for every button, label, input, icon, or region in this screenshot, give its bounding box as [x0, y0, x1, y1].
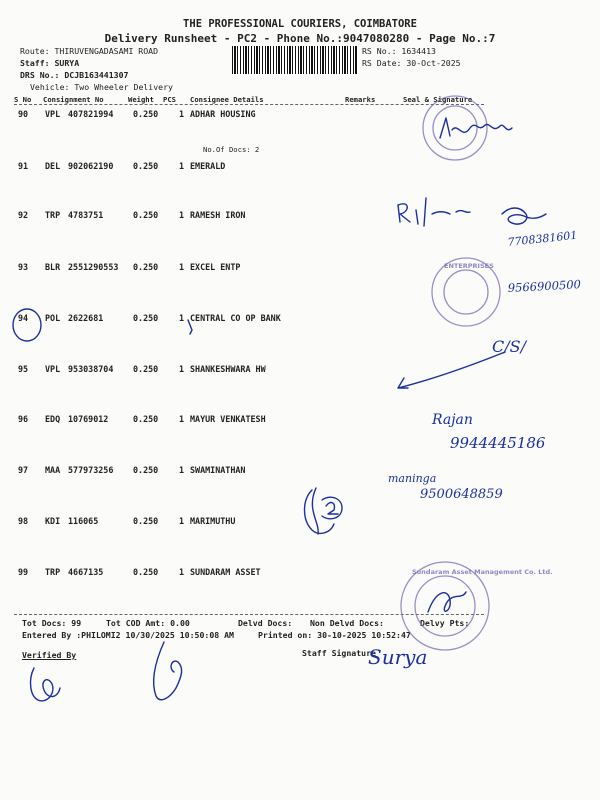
row-consignee: EMERALD [190, 161, 226, 171]
row-consignee: EXCEL ENTP [190, 262, 241, 272]
docs-note: No.Of Docs: 2 [203, 145, 260, 154]
route-label: Route: THIRUVENGADASAMI ROAD [20, 46, 159, 56]
row-prefix: TRP [45, 210, 61, 220]
row94-mark: C/S/ [492, 337, 526, 356]
non-delivered-docs: Non Delvd Docs: [310, 618, 384, 628]
row93-phone: 9566900500 [507, 277, 582, 295]
row97-name: maninga [388, 472, 437, 485]
signature-row92 [398, 198, 470, 226]
drs-label: DRS No.: DCJB163441307 [20, 70, 129, 80]
col-weight: Weight [128, 95, 154, 104]
row-sno: 95 [18, 364, 29, 374]
row-prefix: VPL [45, 364, 61, 374]
staff-signature: Surya [368, 645, 428, 669]
row-weight: 0.250 [133, 567, 159, 577]
row96-name: Rajan [432, 412, 473, 428]
row-number: 577973256 [68, 465, 114, 475]
verified-signature [31, 668, 60, 701]
row-pcs: 1 [179, 210, 185, 220]
row-consignee: MAYUR VENKATESH [190, 414, 266, 424]
row-weight: 0.250 [133, 161, 159, 171]
row-sno: 91 [18, 161, 29, 171]
staff-label: Staff: SURYA [20, 58, 80, 68]
rs-number: RS No.: 1634413 [362, 46, 436, 56]
check-stroke-row95 [398, 352, 505, 388]
total-docs: Tot Docs: 99 [22, 618, 82, 628]
row-number: 902062190 [68, 161, 114, 171]
verified-signature-2 [154, 642, 182, 700]
rs-date: RS Date: 30-Oct-2025 [362, 58, 461, 68]
col-seal: Seal & Signature [403, 95, 473, 104]
col-sno: S No [14, 95, 32, 104]
row-number: 2551290553 [68, 262, 119, 272]
row-weight: 0.250 [133, 109, 159, 119]
row96-phone: 9944445186 [450, 434, 546, 452]
row-consignee: RAMESH IRON [190, 210, 246, 220]
row-weight: 0.250 [133, 262, 159, 272]
row-prefix: DEL [45, 161, 61, 171]
row-prefix: MAA [45, 465, 61, 475]
circled-94-icon [13, 309, 41, 341]
row-consignee: SHANKESHWARA HW [190, 364, 266, 374]
vehicle-label: Vehicle: Two Wheeler Delivery [30, 82, 173, 92]
row-prefix: TRP [45, 567, 61, 577]
row-prefix: BLR [45, 262, 61, 272]
row-prefix: POL [45, 313, 61, 323]
delivered-docs: Delvd Docs: [238, 618, 293, 628]
row97-phone: 9500648859 [420, 487, 503, 502]
row-sno: 93 [18, 262, 29, 272]
row-pcs: 1 [179, 567, 185, 577]
row-weight: 0.250 [133, 465, 159, 475]
col-pcs: PCS [163, 95, 176, 104]
row-number: 116065 [68, 516, 99, 526]
row-consignee: SUNDARAM ASSET [190, 567, 261, 577]
col-remarks: Remarks [345, 95, 376, 104]
row-number: 4667135 [68, 567, 104, 577]
row-sno: 99 [18, 567, 29, 577]
verified-by-label: Verified By [22, 650, 77, 660]
row-number: 10769012 [68, 414, 109, 424]
company-title: THE PROFESSIONAL COURIERS, COIMBATORE [183, 18, 417, 30]
row-sno: 90 [18, 109, 29, 119]
row-weight: 0.250 [133, 313, 159, 323]
row-sno: 97 [18, 465, 29, 475]
row-sno: 94 [18, 313, 29, 323]
delivery-points: Delvy Pts: [420, 618, 470, 628]
stamp-icon [401, 562, 553, 650]
row-sno: 98 [18, 516, 29, 526]
row-pcs: 1 [179, 364, 185, 374]
col-consignment: Consignment No [43, 95, 104, 104]
row-number: 4783751 [68, 210, 104, 220]
signature-row92-b [502, 208, 546, 224]
row-consignee: ADHAR HOUSING [190, 109, 256, 119]
row-prefix: EDQ [45, 414, 61, 424]
signature-row98 [305, 488, 343, 534]
row-weight: 0.250 [133, 364, 159, 374]
printed-on: Printed on: 30-10-2025 10:52:47 [258, 630, 411, 640]
row-pcs: 1 [179, 516, 185, 526]
row92-phone: 7708381601 [506, 228, 578, 249]
row-weight: 0.250 [133, 414, 159, 424]
row-pcs: 1 [179, 109, 185, 119]
row-consignee: CENTRAL CO OP BANK [190, 313, 281, 323]
row-pcs: 1 [179, 465, 185, 475]
row-consignee: MARIMUTHU [190, 516, 236, 526]
row-weight: 0.250 [133, 516, 159, 526]
stamp-icon [432, 258, 500, 326]
row-sno: 92 [18, 210, 29, 220]
row-weight: 0.250 [133, 210, 159, 220]
row-number: 953038704 [68, 364, 114, 374]
row-number: 2622681 [68, 313, 104, 323]
entered-by: Entered By :PHILOMI2 10/30/2025 10:50:08 AM [22, 630, 234, 640]
staff-signature-label: Staff Signature [302, 648, 376, 658]
row-number: 407821994 [68, 109, 114, 119]
row-consignee: SWAMINATHAN [190, 465, 246, 475]
runsheet-subtitle: Delivery Runsheet - PC2 - Phone No.:9047080280 - Page No.:7 [104, 32, 496, 45]
svg-text:Sundaram Asset Management Co.: Sundaram Asset Management Co. Ltd. [412, 568, 553, 576]
row-sno: 96 [18, 414, 29, 424]
row-prefix: KDI [45, 516, 61, 526]
row-pcs: 1 [179, 414, 185, 424]
total-cod: Tot COD Amt: 0.00 [106, 618, 190, 628]
row-pcs: 1 [179, 262, 185, 272]
col-consignee: Consignee Details [190, 95, 264, 104]
pen-mark-row94 [188, 320, 192, 334]
row-pcs: 1 [179, 313, 185, 323]
row-prefix: VPL [45, 109, 61, 119]
row-pcs: 1 [179, 161, 185, 171]
svg-text:ENTERPRISES: ENTERPRISES [444, 262, 494, 270]
signature-row99 [428, 592, 466, 612]
